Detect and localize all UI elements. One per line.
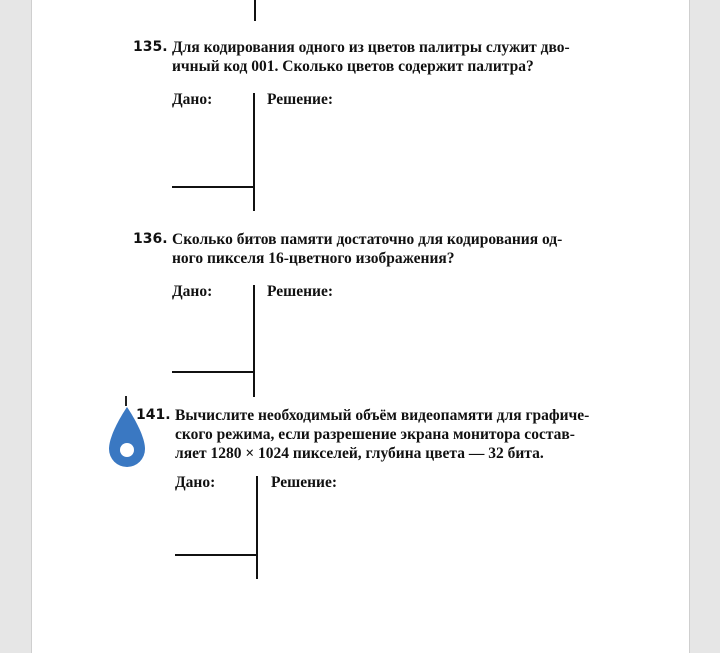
drop-pin-icon[interactable]	[107, 405, 147, 471]
problem-text	[175, 406, 638, 463]
problem-number: 135.	[133, 39, 168, 55]
problem-text-line: ичный код 001. Сколько цветов содержит палитра?	[172, 58, 534, 75]
given-divider-horizontal	[172, 186, 255, 188]
given-label: Дано:	[172, 283, 213, 300]
problem-text	[172, 230, 630, 268]
given-divider-horizontal	[175, 554, 258, 556]
drop-shape	[109, 407, 145, 467]
problem-text-line: ляет 1280 × 1024 пикселей, глубина цвета — 32 бита.	[175, 445, 544, 462]
problem-text-line: ского режима, если разрешение экрана монитора состав-	[175, 426, 575, 443]
problem-text	[172, 38, 630, 76]
problem-text-line: Для кодирования одного из цветов палитры служит дво-	[172, 39, 570, 56]
solution-label: Решение:	[271, 474, 338, 491]
problem-number: 141.	[136, 407, 171, 423]
given-divider-vertical	[256, 476, 258, 579]
solution-label: Решение:	[267, 283, 334, 300]
previous-divider-line	[254, 0, 256, 21]
problem-text-line: ного пикселя 16-цветного изображения?	[172, 250, 455, 267]
given-label: Дано:	[172, 91, 213, 108]
solution-label: Решение:	[267, 91, 334, 108]
problem-text-line: Вычислите необходимый объём видеопамяти для графиче-	[175, 407, 590, 424]
given-divider-horizontal	[172, 371, 255, 373]
problem-text-line: Сколько битов памяти достаточно для кодирования од-	[172, 231, 563, 248]
problem-number: 136.	[133, 231, 168, 247]
given-label: Дано:	[175, 474, 216, 491]
given-divider-vertical	[253, 285, 255, 397]
drop-hole	[120, 443, 134, 457]
document-page	[31, 0, 690, 653]
given-divider-vertical	[253, 93, 255, 211]
